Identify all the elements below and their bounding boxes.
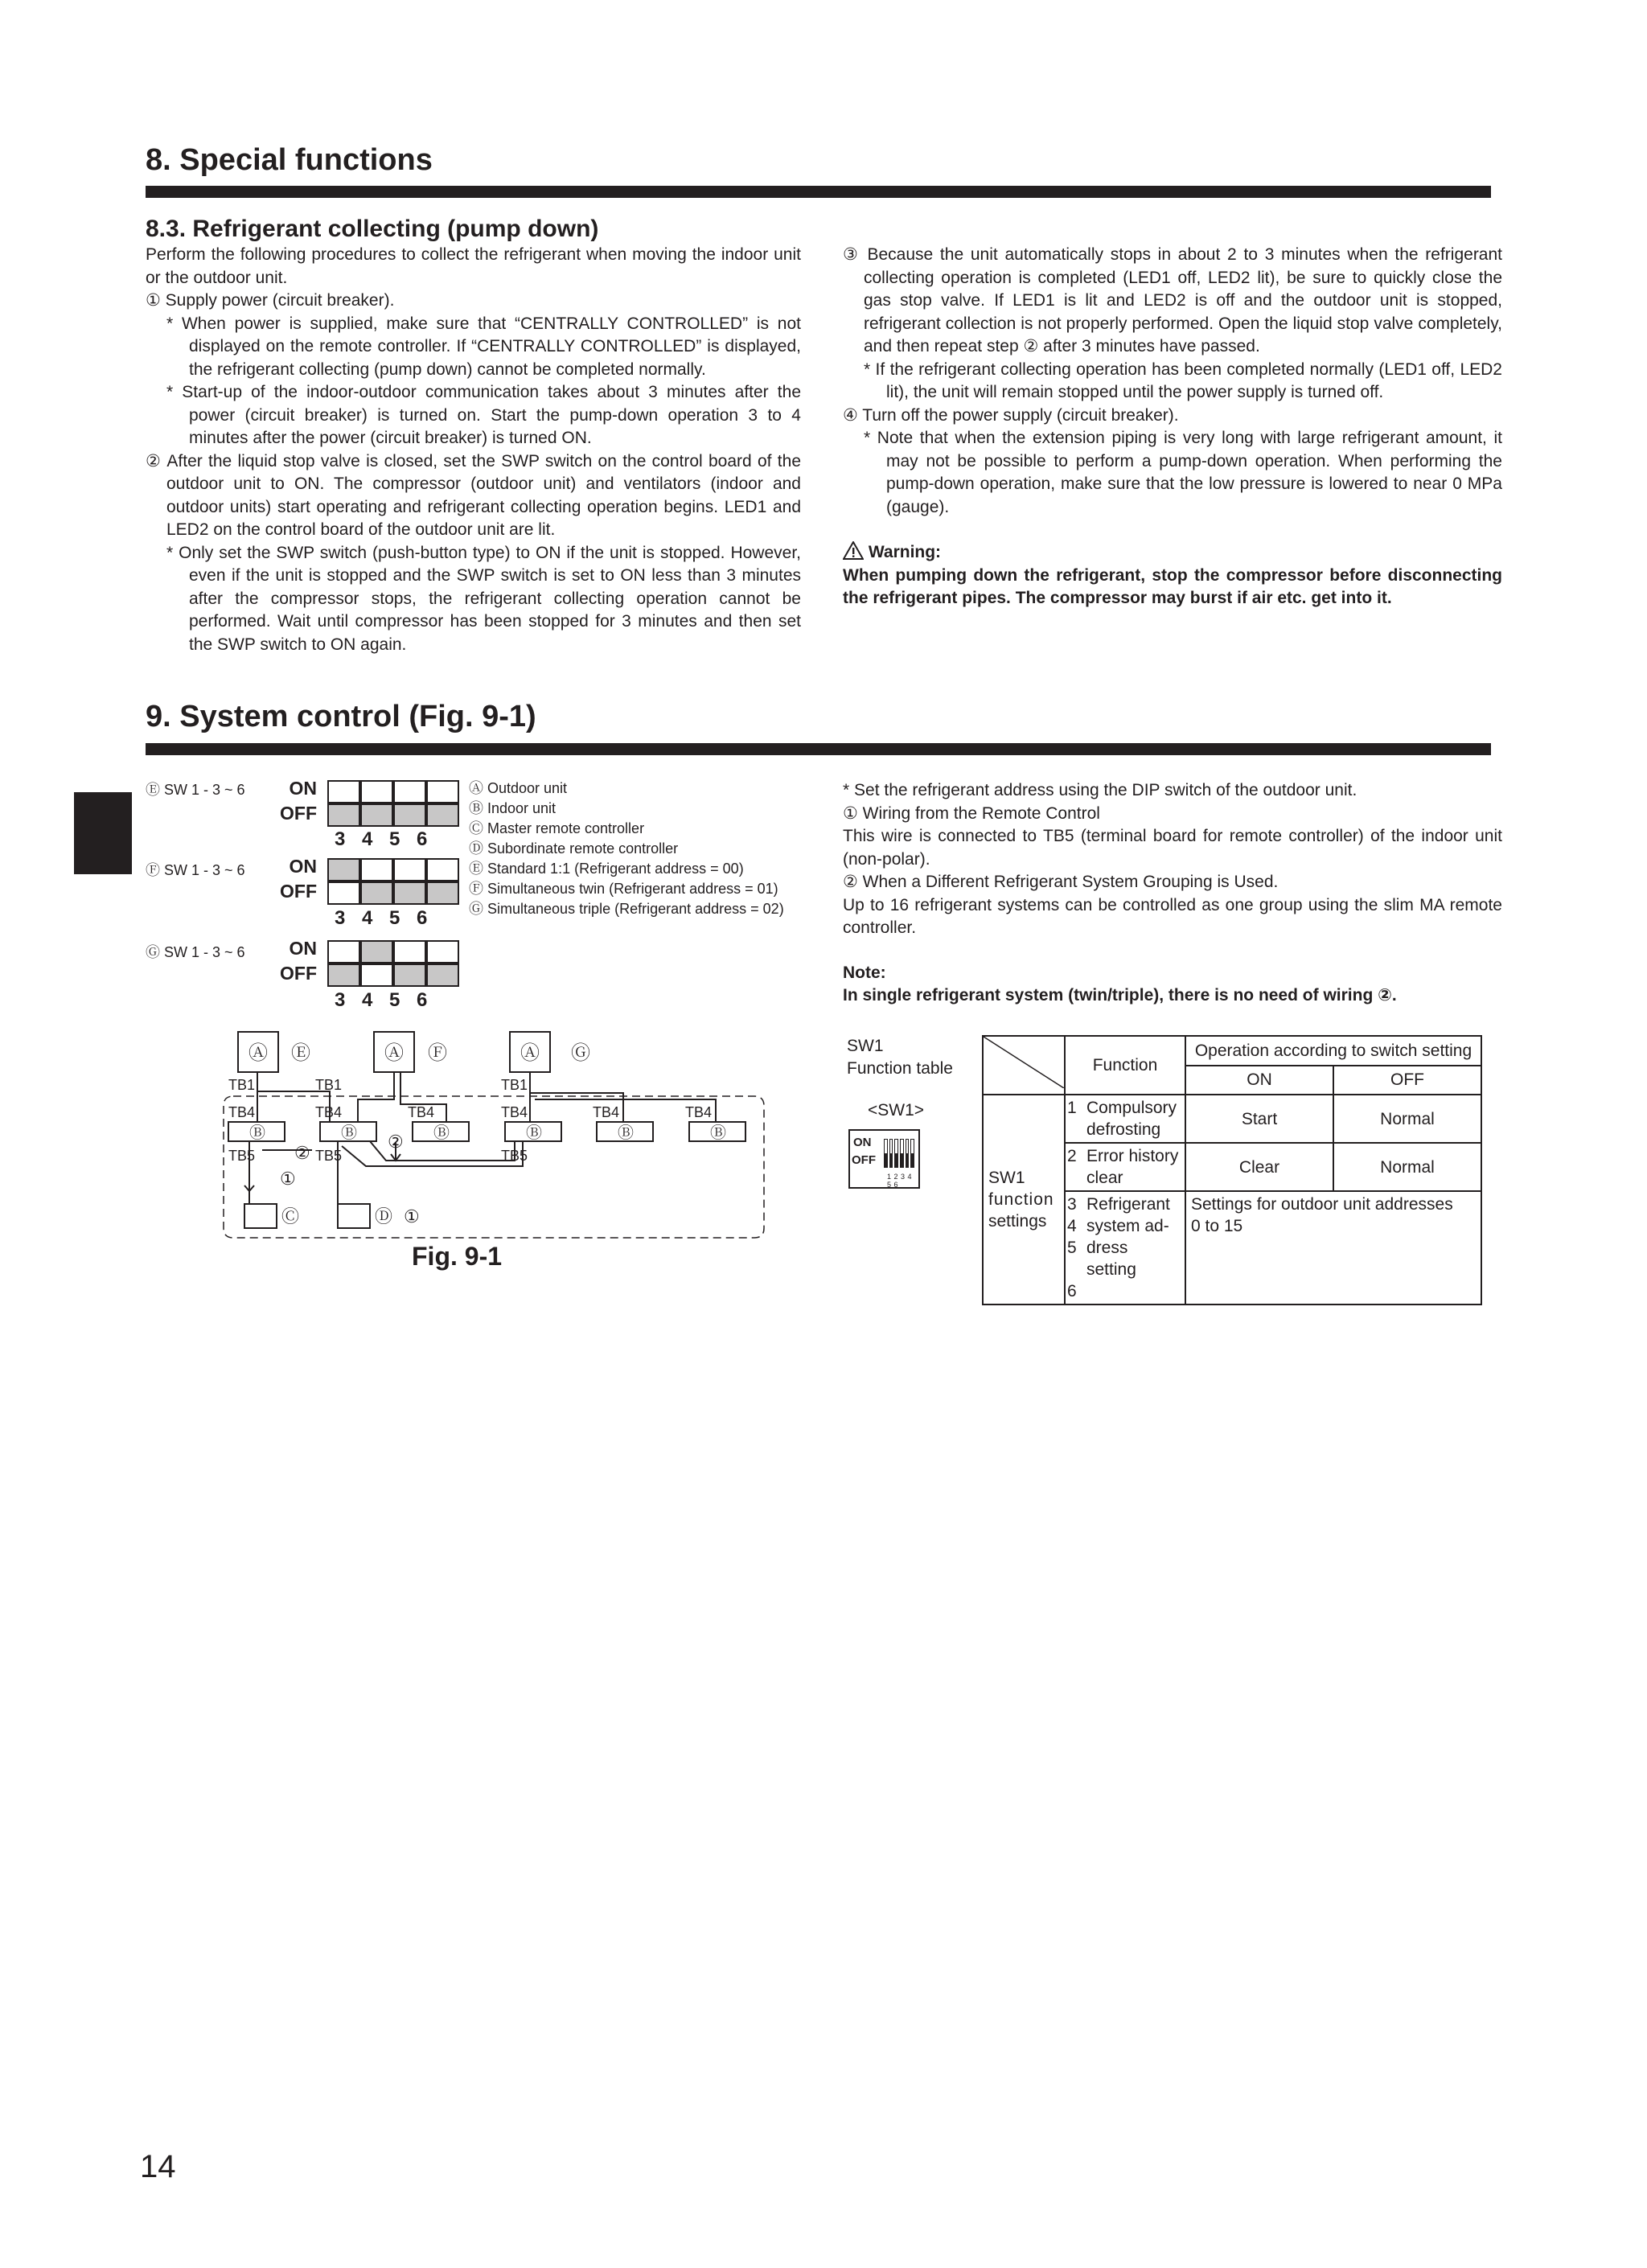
dip-switch — [894, 1139, 898, 1168]
step-2: ② After the liquid stop valve is closed, set the SWP switch on the control board of the outdoor unit to ON. The compressor (outdoor unit) and ventilators (indoor and outdoor units) start operating and refrigerant collecting operation begins. LED1 and LED2 on the control board of the outdoor unit are lit. — [146, 451, 801, 539]
dip-switch — [900, 1139, 904, 1168]
row-function: dress setting — [1086, 1239, 1136, 1279]
dip-cell-on — [327, 780, 360, 803]
on-cell: Clear — [1185, 1143, 1333, 1191]
tb5-label: TB5 — [315, 1148, 343, 1164]
on-label: ON — [289, 856, 317, 877]
section-8-title: 8. Special functions — [146, 143, 433, 177]
step-1-note-1: * When power is supplied, make sure that “CENTRALLY CONTROLLED” is not displayed on the remote controller. If “CENTRALLY CONTROLLED” is displayed, the refrigerant collecting (pump down) cannot be completed normally. — [166, 314, 801, 379]
label-b: Ⓑ — [341, 1124, 357, 1142]
dip-cell-on — [360, 940, 393, 963]
label-n2: ② — [294, 1143, 310, 1163]
warning-text: When pumping down the refrigerant, stop the compressor before disconnecting the refrigerant pipes. The compressor may burst if air etc. get into it. — [843, 565, 1502, 607]
step-4: ④ Turn off the power supply (circuit breaker). — [843, 405, 1179, 425]
off-label: OFF — [280, 963, 317, 984]
dip-cell-on — [360, 858, 393, 881]
legend-item: Ⓖ Simultaneous triple (Refrigerant address = 02) — [469, 901, 784, 917]
sw1-function-table-label: Function table — [847, 1059, 953, 1078]
legend-item: Ⓔ Standard 1:1 (Refrigerant address = 00) — [469, 861, 744, 877]
label-c: Ⓒ — [281, 1206, 300, 1226]
page-number: 14 — [140, 2149, 176, 2184]
dip-cell-on — [393, 780, 426, 803]
section-9-title: 9. System control (Fig. 9-1) — [146, 700, 536, 733]
dip-cell-off — [426, 803, 459, 827]
group-line: function — [988, 1190, 1054, 1209]
label-e: Ⓔ — [291, 1042, 310, 1064]
intro-text: Perform the following procedures to collect the refrigerant when moving the indoor unit or the outdoor unit. — [146, 245, 801, 287]
off-cell: Normal — [1333, 1143, 1481, 1191]
sw1-function-settings-label — [983, 1095, 1065, 1305]
address-setting-cell — [1185, 1191, 1481, 1305]
row-number: 1 — [1067, 1099, 1077, 1117]
off-label: OFF — [280, 881, 317, 902]
dip-cell-off — [426, 881, 459, 905]
row-function: Compulsory defrosting — [1086, 1099, 1177, 1139]
function-cell — [1065, 1191, 1185, 1305]
dip-switch — [889, 1139, 893, 1168]
dip-cell-on — [360, 780, 393, 803]
legend-item: Ⓕ Simultaneous twin (Refrigerant address = 01) — [469, 881, 778, 897]
label-a: Ⓐ — [384, 1042, 404, 1064]
dip-digits: 3 4 5 6 — [335, 907, 428, 929]
dip-cell-off — [327, 963, 360, 987]
dip-cell-on — [426, 858, 459, 881]
dip-numbers: 1 2 3 4 5 6 — [887, 1173, 912, 1189]
sw1-function-table — [982, 1035, 1482, 1305]
section-8-3-subtitle: 8.3. Refrigerant collecting (pump down) — [146, 216, 599, 242]
dip-switch — [884, 1139, 888, 1168]
legend-item: Ⓓ Subordinate remote controller — [469, 840, 679, 857]
off-label: OFF — [280, 803, 317, 824]
wiring-diagram — [217, 1025, 772, 1251]
address-setting-line: 0 to 15 — [1191, 1217, 1243, 1235]
step-3-note: * If the refrigerant collecting operation has been completed normally (LED1 off, LED2 lit), the unit will remain stopped until the power supply is turned off. — [864, 360, 1502, 401]
remote-wire — [342, 1141, 523, 1166]
function-header: Function — [1065, 1036, 1185, 1095]
tb5-label: TB5 — [228, 1148, 256, 1164]
wire — [358, 1072, 394, 1122]
label-b: Ⓑ — [618, 1124, 634, 1142]
legend-item: Ⓑ Indoor unit — [469, 800, 557, 816]
dip-cell-off — [426, 963, 459, 987]
row-number: 4 — [1067, 1217, 1077, 1235]
section-9-rule — [146, 743, 1491, 755]
warning-heading — [843, 541, 1502, 565]
dip-digits: 3 4 5 6 — [335, 828, 428, 850]
label-b: Ⓑ — [526, 1124, 542, 1142]
label-b: Ⓑ — [710, 1124, 726, 1142]
on-cell: Start — [1185, 1095, 1333, 1143]
dip-on-label: ON — [853, 1136, 872, 1149]
row-function: system ad- — [1086, 1217, 1169, 1235]
refrigerant-address-note: * Set the refrigerant address using the DIP switch of the outdoor unit. — [843, 781, 1357, 799]
label-d: Ⓓ — [375, 1206, 393, 1226]
label-a: Ⓐ — [248, 1042, 268, 1064]
label-n2: ② — [388, 1132, 404, 1152]
step-2-note: * Only set the SWP switch (push-button type) to ON if the unit is stopped. However, even if the unit is stopped and the SWP switch is set to ON less than 3 minutes after the compressor stops, the refrigerant collecting operation cannot be performed. Wait until compressor has been stopped for 3 minutes and then set the SWP switch to ON again. — [166, 543, 801, 654]
tb4-label: TB4 — [685, 1104, 713, 1120]
language-tab-marker — [74, 792, 132, 874]
dip-cell-on — [393, 858, 426, 881]
subordinate-remote-box — [338, 1204, 370, 1228]
dip-switch — [906, 1139, 910, 1168]
tb4-label: TB4 — [408, 1104, 435, 1120]
row-number: 5 — [1067, 1239, 1077, 1257]
dip-cell-off — [360, 881, 393, 905]
tb1-label: TB1 — [228, 1077, 256, 1093]
row-number: 2 — [1067, 1147, 1077, 1165]
section-8-rule — [146, 186, 1491, 198]
sw-row-label: Ⓖ SW 1 - 3 ~ 6 — [146, 944, 245, 960]
diagonal-cell — [983, 1036, 1065, 1095]
table-header-row — [983, 1036, 1481, 1066]
item-2-text: Up to 16 refrigerant systems can be controlled as one group using the slim MA remote controller. — [843, 895, 1502, 937]
function-cell — [1065, 1143, 1185, 1191]
row-number: 6 — [1067, 1282, 1077, 1300]
item-1-text: This wire is connected to TB5 (terminal board for remote controller) of the indoor unit (non-polar). — [843, 827, 1502, 869]
sw-row-label: Ⓔ SW 1 - 3 ~ 6 — [146, 782, 245, 798]
right-column-text — [843, 244, 1502, 610]
sw1-label: SW1 — [847, 1037, 884, 1055]
row-function: Error history clear — [1086, 1147, 1179, 1187]
label-b: Ⓑ — [249, 1124, 265, 1142]
group-line: settings — [988, 1212, 1047, 1231]
dip-cell-off — [327, 803, 360, 827]
sw1-dip-illustration — [848, 1129, 920, 1189]
dip-off-label: OFF — [852, 1153, 876, 1167]
sw1-tag: <SW1> — [868, 1101, 925, 1120]
sw1-caption — [847, 1035, 953, 1122]
dip-cell-on — [327, 858, 360, 881]
left-column-text — [146, 244, 801, 656]
label-n1: ① — [280, 1169, 296, 1189]
step-4-note: * Note that when the extension piping is very long with large refrigerant amount, it may not be possible to perform a pump-down operation. When performing the pump-down operation, make sure that the low pressure is lowered to near 0 MPa (gauge). — [864, 429, 1502, 516]
diagram-legend — [469, 779, 784, 919]
label-f: Ⓕ — [428, 1042, 447, 1064]
dip-switch-bank — [884, 1139, 914, 1168]
group-line: SW1 — [988, 1169, 1025, 1187]
on-label: ON — [289, 938, 317, 959]
table-row — [983, 1095, 1481, 1143]
step-1-note-2: * Start-up of the indoor-outdoor communication takes about 3 minutes after the power (circuit breaker) is turned on. Start the pump-down operation 3 to 4 minutes after the power (circuit breaker) is turned ON. — [166, 383, 801, 447]
warning-title: Warning: — [868, 543, 942, 561]
label-b: Ⓑ — [433, 1124, 450, 1142]
tb4-label: TB4 — [593, 1104, 620, 1120]
legend-item: Ⓐ Outdoor unit — [469, 780, 568, 796]
arrow — [244, 1177, 254, 1191]
item-2-title: ② When a Different Refrigerant System Grouping is Used. — [843, 873, 1279, 891]
off-cell: Normal — [1333, 1095, 1481, 1143]
tb4-label: TB4 — [315, 1104, 343, 1120]
tb1-label: TB1 — [315, 1077, 343, 1093]
address-setting-line: Settings for outdoor unit addresses — [1191, 1195, 1453, 1214]
dip-cell-off — [360, 803, 393, 827]
warning-icon — [843, 541, 864, 560]
dip-cell-on — [327, 940, 360, 963]
step-1: ① Supply power (circuit breaker). — [146, 291, 395, 310]
section-9-right-text — [843, 779, 1502, 1008]
dip-cell-off — [393, 881, 426, 905]
dip-cell-on — [393, 940, 426, 963]
legend-item: Ⓒ Master remote controller — [469, 820, 645, 836]
on-header: ON — [1185, 1066, 1333, 1095]
tb4-label: TB4 — [501, 1104, 528, 1120]
tb1-label: TB1 — [501, 1077, 528, 1093]
dip-cell-on — [426, 940, 459, 963]
dip-cell-off — [360, 963, 393, 987]
operation-header: Operation according to switch setting — [1185, 1036, 1481, 1066]
note-text: In single refrigerant system (twin/triple), there is no need of wiring ②. — [843, 986, 1397, 1005]
step-3: ③ Because the unit automatically stops in about 2 to 3 minutes when the refrigerant collecting operation is completed (LED1 off, LED2 lit), be sure to quickly close the gas stop valve. If LED1 is lit and LED2 is off and the outdoor unit is stopped, refrigerant collection is not properly performed. Open the liquid stop valve completely, and then repeat step ② after 3 minutes have passed. — [843, 245, 1502, 355]
item-1-title: ① Wiring from the Remote Control — [843, 803, 1100, 823]
dip-cell-off — [393, 963, 426, 987]
sw-row-label: Ⓕ SW 1 - 3 ~ 6 — [146, 862, 245, 878]
function-cell — [1065, 1095, 1185, 1143]
master-remote-box — [244, 1204, 277, 1228]
off-header: OFF — [1333, 1066, 1481, 1095]
label-a: Ⓐ — [520, 1042, 540, 1064]
row-number: 3 — [1067, 1195, 1077, 1214]
dip-cell-off — [393, 803, 426, 827]
dip-switch — [910, 1139, 914, 1168]
on-label: ON — [289, 778, 317, 799]
label-g: Ⓖ — [571, 1042, 590, 1064]
row-function: Refrigerant — [1086, 1195, 1170, 1214]
note-label: Note: — [843, 963, 886, 982]
dip-cell-on — [426, 780, 459, 803]
dip-digits: 3 4 5 6 — [335, 989, 428, 1011]
figure-caption: Fig. 9-1 — [412, 1242, 503, 1271]
tb4-label: TB4 — [228, 1104, 256, 1120]
dip-cell-off — [327, 881, 360, 905]
tb5-label: TB5 — [501, 1148, 528, 1164]
label-n1: ① — [404, 1206, 420, 1226]
